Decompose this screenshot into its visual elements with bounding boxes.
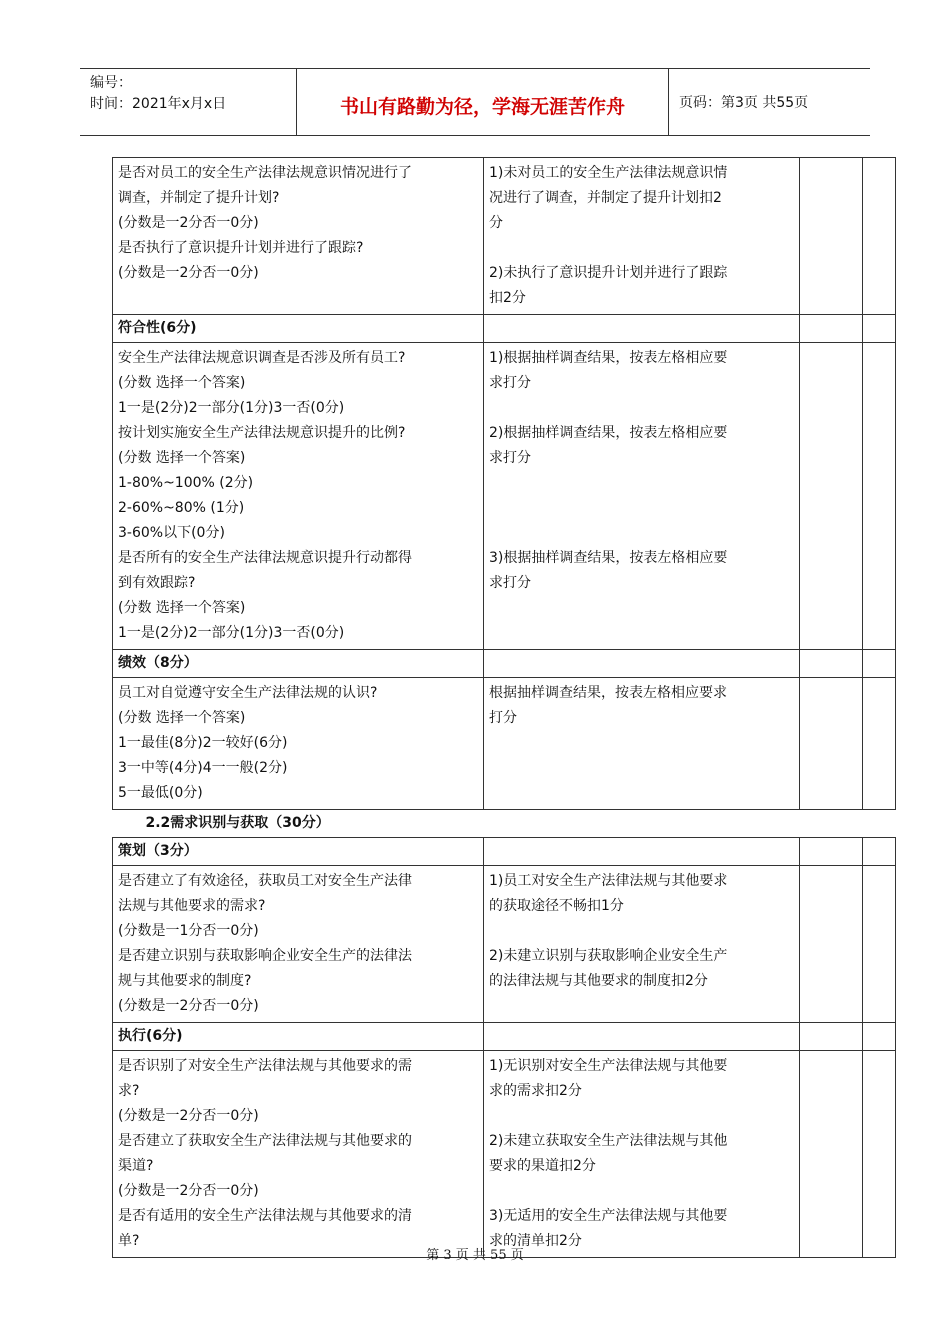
scoring-line: 求打分	[489, 575, 531, 591]
question-line: 3一中等(4分)4一一般(2分)	[118, 760, 288, 776]
question-cell	[113, 158, 484, 315]
question-line: 是否对员工的安全生产法律法规意识情况进行了	[118, 165, 412, 181]
question-cell	[113, 866, 484, 1023]
question-line: 1一最佳(8分)2一较好(6分)	[118, 735, 288, 751]
question-line: 1一是(2分)2一部分(1分)3一否(0分)	[118, 625, 345, 641]
question-line: 是否建立了获取安全生产法律法规与其他要求的	[118, 1133, 412, 1149]
question-line: 3-60%以下(0分)	[118, 525, 225, 541]
scoring-line: 1)未对员工的安全生产法律法规意识情	[489, 165, 728, 181]
note-cell	[863, 158, 896, 315]
scoring-cell	[484, 343, 800, 650]
note-cell	[863, 1051, 896, 1258]
note-cell	[863, 343, 896, 650]
scoring-cell	[484, 158, 800, 315]
page-header	[80, 68, 870, 136]
question-line: (分数是一2分否一0分)	[118, 265, 259, 281]
scoring-line: 扣2分	[489, 290, 526, 306]
scoring-line: 要求的果道扣2分	[489, 1158, 596, 1174]
scoring-line: 2)根据抽样调查结果，按表左格相应要	[489, 425, 728, 441]
table-row	[113, 678, 896, 810]
subsection-row	[113, 810, 896, 838]
page-footer: 第 3 页 共 55 页	[426, 1248, 524, 1263]
section-title: 策划（3分）	[113, 838, 484, 866]
question-line: (分数 选择一个答案)	[118, 375, 246, 391]
scoring-line: 根据抽样调查结果，按表左格相应要求	[489, 685, 727, 701]
scoring-cell	[484, 678, 800, 810]
scoring-line: 1)根据抽样调查结果，按表左格相应要	[489, 350, 728, 366]
question-line: 5一最低(0分)	[118, 785, 203, 801]
question-line: 法规与其他要求的需求?	[118, 898, 266, 914]
question-line: (分数是一1分否一0分)	[118, 923, 259, 939]
scoring-line: 2)未建立获取安全生产法律法规与其他	[489, 1133, 728, 1149]
scoring-line: 2)未执行了意识提升计划并进行了跟踪	[489, 265, 728, 281]
question-line: 调查，并制定了提升计划?	[118, 190, 280, 206]
score-cell	[800, 1051, 863, 1258]
question-line: (分数是一2分否一0分)	[118, 998, 259, 1014]
question-line: (分数 选择一个答案)	[118, 450, 246, 466]
scoring-line: 求的需求扣2分	[489, 1083, 582, 1099]
scoring-line: 打分	[489, 710, 517, 726]
section-row	[113, 650, 896, 678]
section-title: 执行(6分)	[113, 1023, 484, 1051]
header-page-label: 页码：第3页 共55页	[679, 95, 809, 111]
scoring-line: 3)根据抽样调查结果，按表左格相应要	[489, 550, 728, 566]
section-row	[113, 838, 896, 866]
question-cell	[113, 678, 484, 810]
question-line: 是否建立了有效途径，获取员工对安全生产法律	[118, 873, 412, 889]
question-line: 是否执行了意识提升计划并进行了跟踪?	[118, 240, 364, 256]
scoring-line: 1)员工对安全生产法律法规与其他要求	[489, 873, 728, 889]
note-cell	[863, 678, 896, 810]
question-line: (分数是一2分否一0分)	[118, 1108, 259, 1124]
section-title: 绩效（8分）	[113, 650, 484, 678]
question-line: 是否识别了对安全生产法律法规与其他要求的需	[118, 1058, 412, 1074]
header-motto: 书山有路勤为径，学海无涯苦作舟	[297, 69, 669, 135]
question-line: 求?	[118, 1083, 140, 1099]
scoring-line: 求打分	[489, 375, 531, 391]
score-cell	[800, 866, 863, 1023]
code-label: 编号：	[90, 75, 132, 91]
table-row	[113, 343, 896, 650]
question-line: 渠道?	[118, 1158, 154, 1174]
table-row	[113, 158, 896, 315]
scoring-line: 的法律法规与其他要求的制度扣2分	[489, 973, 708, 989]
question-line: 是否建立识别与获取影响企业安全生产的法律法	[118, 948, 412, 964]
table-row	[113, 1051, 896, 1258]
section-title: 符合性(6分)	[113, 315, 484, 343]
criteria-table	[112, 157, 896, 1258]
scoring-line: 1)无识别对安全生产法律法规与其他要	[489, 1058, 728, 1074]
section-row	[113, 315, 896, 343]
question-line: 员工对自觉遵守安全生产法律法规的认识?	[118, 685, 378, 701]
section-row	[113, 1023, 896, 1051]
scoring-line: 求打分	[489, 450, 531, 466]
question-cell	[113, 1051, 484, 1258]
scoring-line: 求的清单扣2分	[489, 1233, 582, 1249]
header-left	[80, 69, 297, 135]
scoring-line: 的获取途径不畅扣1分	[489, 898, 624, 914]
question-line: (分数 选择一个答案)	[118, 710, 246, 726]
question-line: 按计划实施安全生产法律法规意识提升的比例?	[118, 425, 406, 441]
score-cell	[800, 343, 863, 650]
table-row	[113, 866, 896, 1023]
scoring-line: 况进行了调查，并制定了提升计划扣2	[489, 190, 722, 206]
scoring-line: 3)无适用的安全生产法律法规与其他要	[489, 1208, 728, 1224]
question-line: (分数 选择一个答案)	[118, 600, 246, 616]
scoring-line: 分	[489, 215, 503, 231]
score-cell	[800, 158, 863, 315]
score-cell	[800, 678, 863, 810]
question-line: 1-80%~100% (2分)	[118, 475, 254, 491]
subsection-title: 2.2需求识别与获取（30分）	[145, 815, 330, 831]
question-line: 安全生产法律法规意识调查是否涉及所有员工?	[118, 350, 406, 366]
question-line: 2-60%~80% (1分)	[118, 500, 245, 516]
question-cell	[113, 343, 484, 650]
question-line: (分数是一2分否一0分)	[118, 215, 259, 231]
question-line: 是否有适用的安全生产法律法规与其他要求的清	[118, 1208, 412, 1224]
question-line: 单?	[118, 1233, 140, 1249]
question-line: 到有效跟踪?	[118, 575, 196, 591]
question-line: 规与其他要求的制度?	[118, 973, 252, 989]
scoring-line: 2)未建立识别与获取影响企业安全生产	[489, 948, 728, 964]
scoring-cell	[484, 1051, 800, 1258]
note-cell	[863, 866, 896, 1023]
date-label: 时间：2021年x月x日	[90, 96, 227, 112]
question-line: (分数是一2分否一0分)	[118, 1183, 259, 1199]
question-line: 是否所有的安全生产法律法规意识提升行动都得	[118, 550, 412, 566]
scoring-cell	[484, 866, 800, 1023]
question-line: 1一是(2分)2一部分(1分)3一否(0分)	[118, 400, 345, 416]
